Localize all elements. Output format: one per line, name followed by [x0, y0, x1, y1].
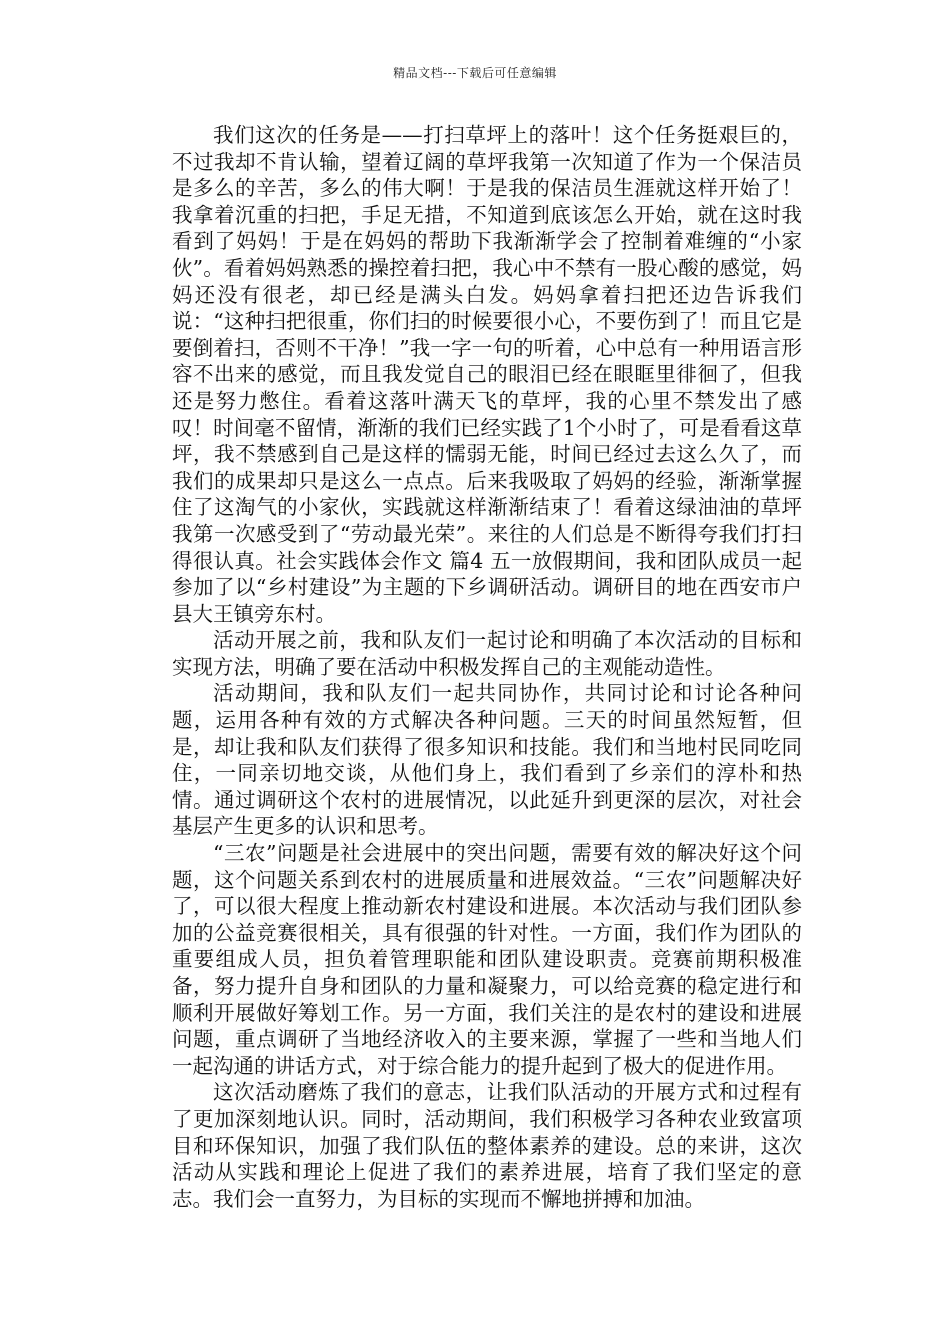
paragraph: 这次活动磨炼了我们的意志，让我们队活动的开展方式和过程有了更加深刻地认识。同时，活动期间，我们积极学习各种农业致富项目和环保知识，加强了我们队伍的整体素养的建设。总的来讲，这次活动从实践和理论上促进了我们的素养进展，培育了我们坚定的意志。我们会一直努力，为目标的实现而不懈地拼搏和加油。 — [172, 1080, 802, 1211]
paragraph: 活动开展之前，我和队友们一起讨论和明确了本次活动的目标和实现方法，明确了要在活动中积极发挥自己的主观能动造性。 — [172, 628, 802, 679]
paragraph: 活动期间，我和队友们一起共同协作，共同讨论和讨论各种问题，运用各种有效的方式解决各种问题。三天的时间虽然短暂，但是，却让我和队友们获得了很多知识和技能。我们和当地村民同吃同住，一同亲切地交谈，从他们身上，我们看到了乡亲们的淳朴和热情。通过调研这个农村的进展情况，以此延升到更深的层次，对社会基层产生更多的认识和思考。 — [172, 681, 802, 839]
page-header: 精品文档---下载后可任意编辑 — [393, 66, 557, 80]
paragraph: 我们这次的任务是——打扫草坪上的落叶！这个任务挺艰巨的，不过我却不肯认输，望着辽阔的草坪我第一次知道了作为一个保洁员是多么的辛苦，多么的伟大啊！于是我的保洁员生涯就这样开始了！我拿着沉重的扫把，手足无措，不知道到底该怎么开始，就在这时我看到了妈妈！于是在妈妈的帮助下我渐渐学会了控制着难缠的“小家伙”。看着妈妈熟悉的操控着扫把，我心中不禁有一股心酸的感觉，妈妈还没有很老，却已经是满头白发。妈妈拿着扫把还边告诉我们说：“这种扫把很重，你们扫的时候要很小心，不要伤到了！而且它是要倒着扫，否则不干净！”我一字一句的听着，心中总有一种用语言形容不出来的感觉，而且我发觉自己的眼泪已经在眼眶里徘徊了，但我还是努力憋住。看着这落叶满天飞的草坪，我的心里不禁发出了感叹！时间毫不留情，渐渐的我们已经实践了1个小时了，可是看看这草坪，我不禁感到自己是这样的懦弱无能，时间已经过去这么久了，而我们的成果却只是这么一点点。后来我吸取了妈妈的经验，渐渐掌握住了这淘气的小家伙，实践就这样渐渐结束了！看着这绿油油的草坪我第一次感受到了“劳动最光荣”。来往的人们总是不断得夸我们打扫得很认真。社会实践体会作文 篇4 五一放假期间，我和团队成员一起参加了以“乡村建设”为主题的下乡调研活动。调研目的地在西安市户县大王镇旁东村。 — [172, 123, 802, 626]
document-body — [172, 122, 802, 1212]
paragraph: “三农”问题是社会进展中的突出问题，需要有效的解决好这个问题，这个问题关系到农村的进展质量和进展效益。“三农”问题解决好了，可以很大程度上推动新农村建设和进展。本次活动与我们团队参加的公益竞赛很相关，具有很强的针对性。一方面，我们作为团队的重要组成人员，担负着管理职能和团队建设职责。竞赛前期积极准备，努力提升自身和团队的力量和凝聚力，可以给竞赛的稳定进行和顺利开展做好筹划工作。另一方面，我们关注的是农村的建设和进展问题，重点调研了当地经济收入的主要来源，掌握了一些和当地人们一起沟通的讲话方式，对于综合能力的提升起到了极大的促进作用。 — [172, 841, 802, 1078]
